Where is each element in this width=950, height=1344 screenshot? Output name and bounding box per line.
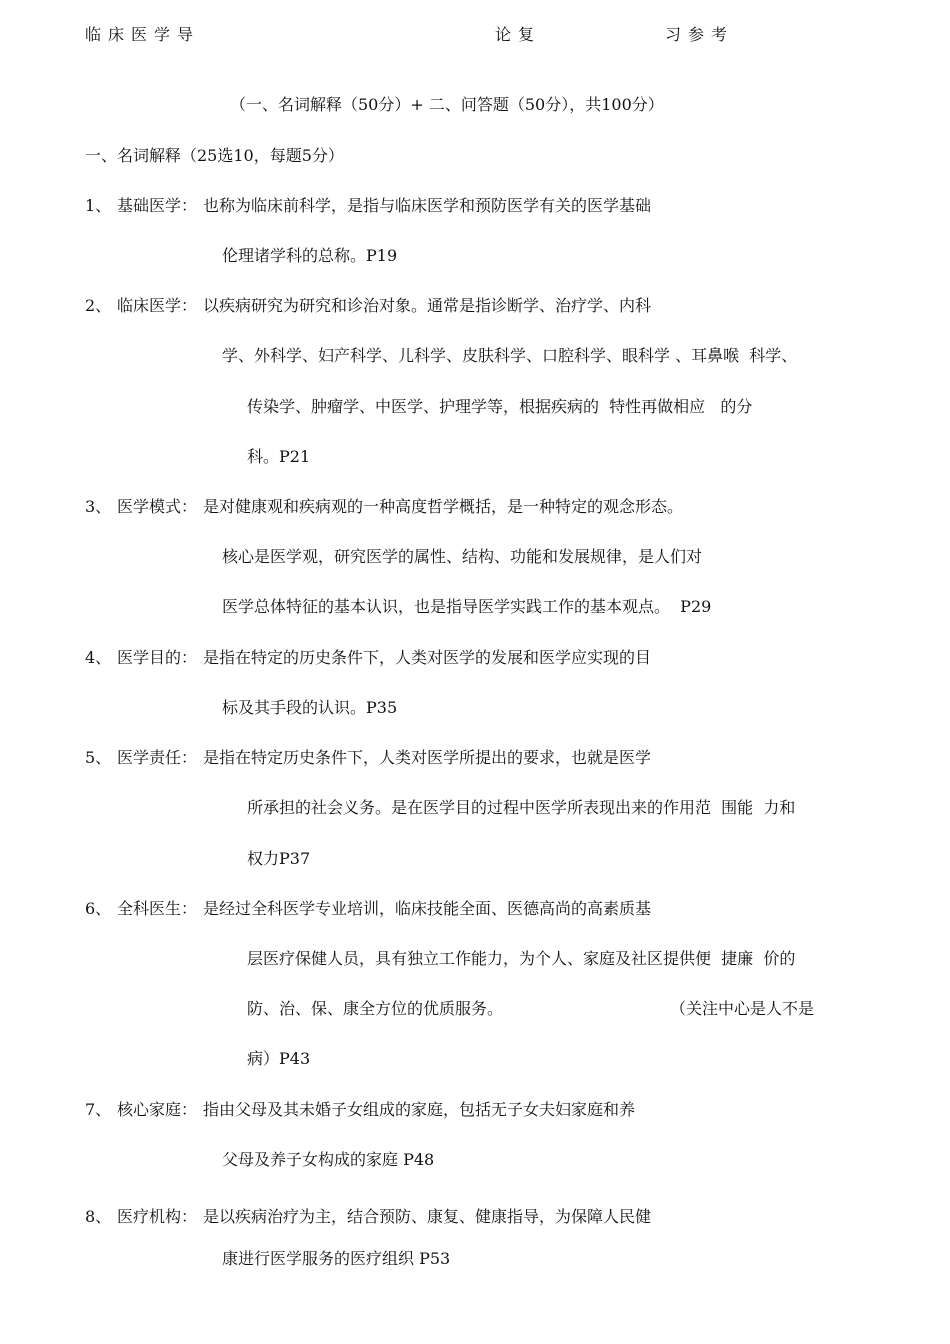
item-term: 医学模式： <box>117 497 198 516</box>
item-definition-line: 科。P21 <box>247 447 311 466</box>
item-number: 2、 <box>85 296 112 315</box>
item-definition-line: 医学总体特征的基本认识，也是指导医学实践工作的基本观点。 P29 <box>222 597 712 616</box>
item-definition-line: 伦理诸学科的总称。P19 <box>222 246 398 265</box>
item-definition-line: 学、外科学、妇产科学、儿科学、皮肤科学、口腔科学、眼科学 、耳鼻喉 科学、 <box>222 346 798 365</box>
item-number: 8、 <box>85 1207 112 1226</box>
item-definition-line: 是对健康观和疾病观的一种高度哲学概括，是一种特定的观念形态。 <box>203 497 684 516</box>
item-definition-line: 以疾病研究为研究和诊治对象。通常是指诊断学、治疗学、内科 <box>203 296 652 315</box>
item-term: 医学责任： <box>117 748 198 767</box>
item-definition-line: 是以疾病治疗为主，结合预防、康复、健康指导，为保障人民健 <box>203 1207 652 1226</box>
header-right: 习参考 <box>665 25 735 44</box>
item-definition-line: 指由父母及其未婚子女组成的家庭，包括无子女夫妇家庭和养 <box>203 1100 636 1119</box>
item-term: 医疗机构： <box>117 1207 198 1226</box>
item-term: 基础医学： <box>117 196 198 215</box>
item-definition-line: 防、治、保、康全方位的优质服务。 <box>247 999 504 1018</box>
item-definition-line: 是指在特定历史条件下，人类对医学所提出的要求，也就是医学 <box>203 748 652 767</box>
item-number: 4、 <box>85 648 112 667</box>
item-term: 临床医学： <box>117 296 198 315</box>
item-definition-line: 所承担的社会义务。是在医学目的过程中医学所表现出来的作用范 围能 力和 <box>247 798 796 817</box>
section-heading: 一、名词解释（25选10，每题5分） <box>85 146 344 165</box>
item-definition-line: 标及其手段的认识。P35 <box>222 698 398 717</box>
item-number: 5、 <box>85 748 112 767</box>
header-middle: 论复 <box>495 25 542 44</box>
item-number: 6、 <box>85 899 112 918</box>
item-definition-line: 层医疗保健人员，具有独立工作能力，为个人、家庭及社区提供便 捷廉 价的 <box>247 949 796 968</box>
item-definition-line: 病）P43 <box>247 1049 311 1068</box>
item-definition-line: 传染学、肿瘤学、中医学、护理学等，根据疾病的 特性再做相应 的分 <box>247 397 753 416</box>
header-left: 临床医学导 <box>85 25 201 44</box>
item-definition-line: 父母及养子女构成的家庭 P48 <box>222 1150 435 1169</box>
item-term: 核心家庭： <box>117 1100 198 1119</box>
item-definition-line: 权力P37 <box>247 849 311 868</box>
item-definition-line: 核心是医学观，研究医学的属性、结构、功能和发展规律，是人们对 <box>222 547 703 566</box>
item-definition-line: 是指在特定的历史条件下，人类对医学的发展和医学应实现的目 <box>203 648 652 667</box>
item-definition-line: 康进行医学服务的医疗组织 P53 <box>222 1249 451 1268</box>
item-number: 3、 <box>85 497 112 516</box>
exam-structure-subtitle: （一、名词解释（50分）+ 二、问答题（50分），共100分） <box>230 95 664 114</box>
item-definition-line: 是经过全科医学专业培训，临床技能全面、医德高尚的高素质基 <box>203 899 652 918</box>
item-definition-note: （关注中心是人不是 <box>670 999 815 1018</box>
item-number: 1、 <box>85 196 112 215</box>
item-term: 医学目的： <box>117 648 198 667</box>
item-definition-line: 也称为临床前科学，是指与临床医学和预防医学有关的医学基础 <box>203 196 652 215</box>
item-term: 全科医生： <box>117 899 198 918</box>
item-number: 7、 <box>85 1100 112 1119</box>
